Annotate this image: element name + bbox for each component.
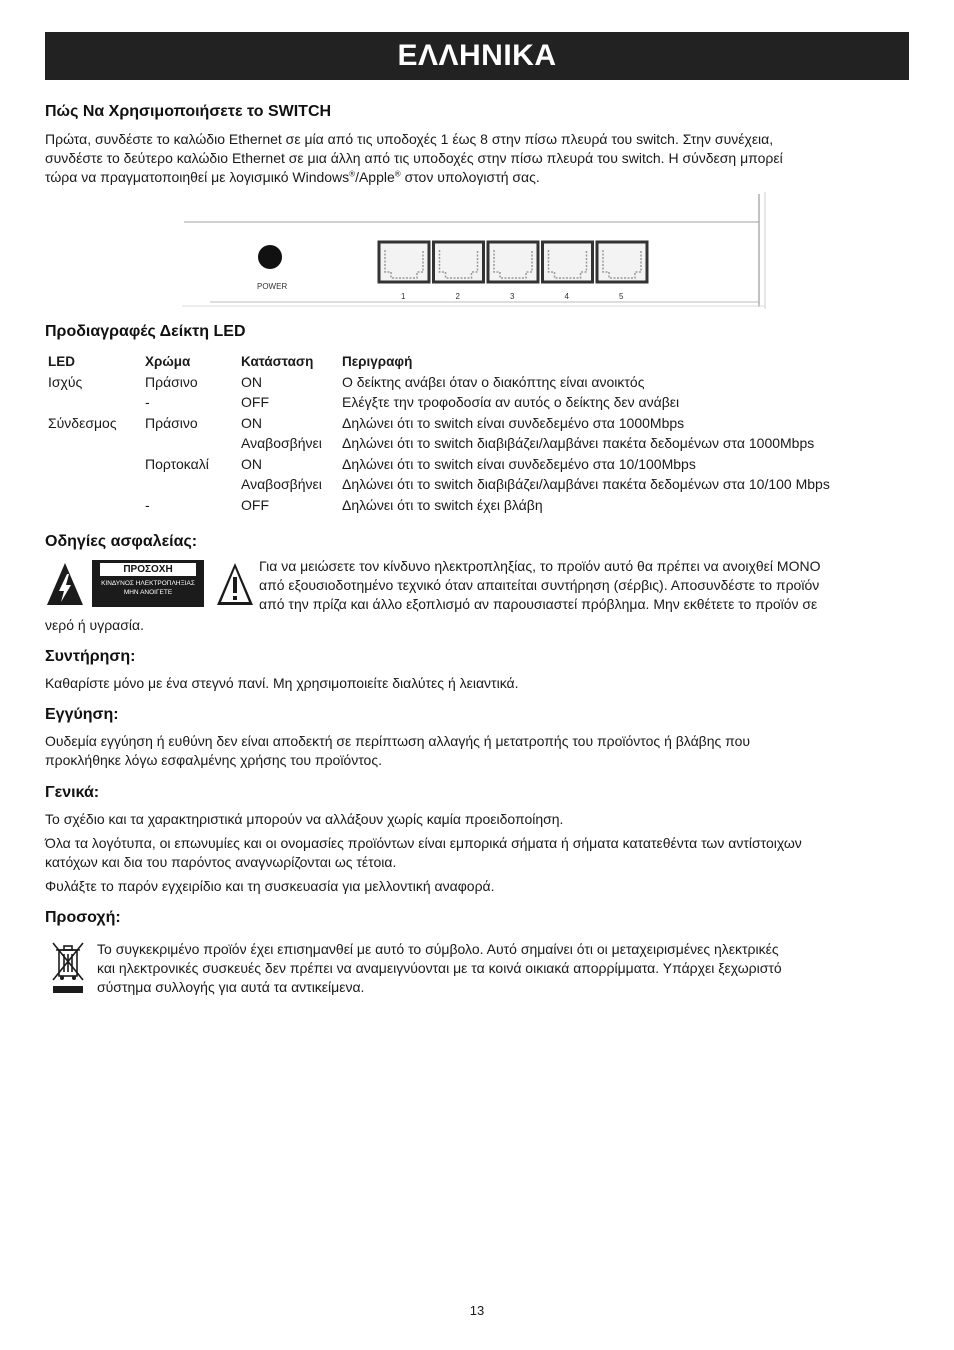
cell-description: Ο δείκτης ανάβει όταν ο διακόπτης είναι ανοικτός <box>342 373 645 390</box>
ethernet-port-icon <box>379 242 429 282</box>
table-row <box>45 474 833 495</box>
column-header-state: Κατάσταση <box>241 353 314 369</box>
general-paragraph-2 <box>45 834 909 872</box>
cell-state: ON <box>241 414 262 431</box>
caution-title: ΠΡΟΣΟΧΗ <box>100 563 196 576</box>
ethernet-port-icon <box>543 242 593 282</box>
general-heading: Γενικά: <box>45 784 100 801</box>
cell-color: Πράσινο <box>145 373 198 390</box>
cell-color: - <box>145 394 150 411</box>
power-label: POWER <box>257 282 288 291</box>
cell-description: Δηλώνει ότι το switch είναι συνδεδεμένο στα 10/100Mbps <box>342 455 696 472</box>
column-header-description: Περιγραφή <box>342 353 413 369</box>
cell-state: Αναβοσβήνει <box>241 435 322 452</box>
cell-led: Σύνδεσμος <box>48 414 117 431</box>
attention-paragraph <box>97 940 909 997</box>
power-button-icon <box>258 245 282 269</box>
page-number: 13 <box>469 1303 485 1318</box>
maintenance-heading: Συντήρηση: <box>45 648 136 665</box>
port-number-label: 3 <box>510 292 515 301</box>
caution-line-2: ΜΗΝ ΑΝΟΙΓΕΤΕ <box>123 589 173 596</box>
table-header-row <box>45 351 833 372</box>
cell-led <box>45 495 142 516</box>
caution-line-1: ΚΙΝΔΥΝΟΣ ΗΛΕΚΤΡΟΠΛΗΞΙΑΣ <box>101 580 195 587</box>
usage-line-2: συνδέστε το δεύτερο καλώδιο Ethernet σε μια άλλη από τις υποδοχές στην πίσω πλευρά του switch. Η σύνδεση μπορεί <box>45 150 783 166</box>
general-paragraph-3: Φυλάξτε το παρόν εγχειρίδιο και τη συσκευασία για μελλοντική αναφορά. <box>45 878 495 894</box>
general-paragraph-1: Το σχέδιο και τα χαρακτηριστικά μπορούν να αλλάξουν χωρίς καμία προειδοποίηση. <box>45 811 564 827</box>
safety-line-4: νερό ή υγρασία. <box>45 617 145 633</box>
cell-description: Ελέγξτε την τροφοδοσία αν αυτός ο δείκτης δεν ανάβει <box>342 394 680 411</box>
attention-line-3: σύστημα συλλογής για αυτά τα αντικείμενα. <box>97 979 365 995</box>
usage-heading: Πώς Να Χρησιμοποιήσετε το SWITCH <box>45 103 332 120</box>
cell-description: Δηλώνει ότι το switch είναι συνδεδεμένο στα 1000Mbps <box>342 414 685 431</box>
cell-state: ON <box>241 373 262 390</box>
caution-label <box>92 560 204 607</box>
weee-crossed-bin-icon <box>51 938 85 994</box>
table-row <box>45 392 833 413</box>
general-p2-line-2: κατόχων και δια του παρόντος αναγνωρίζονται ως τέτοια. <box>45 854 397 870</box>
cell-description: Δηλώνει ότι το switch διαβιβάζει/λαμβάνει πακέτα δεδομένων στα 1000Mbps <box>342 435 815 452</box>
cell-color: Πορτοκαλί <box>145 455 209 472</box>
cell-state: Αναβοσβήνει <box>241 476 322 493</box>
table-row <box>45 413 833 434</box>
safety-line-2: από εξουσιοδοτημένο τεχνικό όταν απαιτείται συντήρηση (σέρβις). Αποσυνδέστε το προϊόν <box>259 577 820 593</box>
cell-state: OFF <box>241 394 269 411</box>
cell-led <box>45 474 142 495</box>
port-number-label: 1 <box>401 292 406 301</box>
cell-description: Δηλώνει ότι το switch έχει βλάβη <box>342 496 543 513</box>
exclamation-warning-icon <box>215 560 255 608</box>
cell-color <box>142 433 238 454</box>
cell-led <box>45 454 142 475</box>
usage-line-3: τώρα να πραγματοποιηθεί με λογισμικό Windows®/Apple® στον υπολογιστή σας. <box>45 169 540 185</box>
safety-heading: Οδηγίες ασφαλείας: <box>45 533 198 550</box>
cell-led <box>45 433 142 454</box>
safety-paragraph <box>259 557 909 614</box>
general-p2-line-1: Όλα τα λογότυπα, οι επωνυμίες και οι ονομασίες προϊόντων είναι εμπορικά σήματα ή σήματα κατατεθέντα των αντίστοιχων <box>45 835 802 851</box>
port-number-label: 4 <box>564 292 569 301</box>
port-number-label: 2 <box>455 292 460 301</box>
electric-shock-warning-icon <box>45 560 85 608</box>
safety-line-3: από την πρίζα και άλλο εξοπλισμό αν παρουσιαστεί πρόβλημα. Μην εκθέτετε το προϊόν σε <box>259 596 818 612</box>
language-banner: ΕΛΛΗΝΙΚΑ <box>45 32 909 80</box>
led-spec-table <box>45 351 833 515</box>
attention-line-1: Το συγκεκριμένο προϊόν έχει επισημανθεί με αυτό το σύμβολο. Αυτό σημαίνει ότι οι μεταχειρισμένες ηλεκτρικές <box>97 941 779 957</box>
cell-description: Δηλώνει ότι το switch διαβιβάζει/λαμβάνει πακέτα δεδομένων στα 10/100 Mbps <box>342 476 830 493</box>
warranty-heading: Εγγύηση: <box>45 706 119 723</box>
cell-led: Ισχύς <box>48 373 83 390</box>
attention-line-2: και ηλεκτρονικές συσκευές δεν πρέπει να αναμειγνύονται με τα κοινά οικιακά απορρίμματα. Υπάρχει ξεχωριστό <box>97 960 782 976</box>
port-number-label: 5 <box>619 292 624 301</box>
column-header-color: Χρώμα <box>145 353 191 369</box>
cell-led <box>45 392 142 413</box>
ethernet-port-icon <box>488 242 538 282</box>
cell-color: Πράσινο <box>145 414 198 431</box>
warranty-line-1: Ουδεμία εγγύηση ή ευθύνη δεν είναι αποδεκτή σε περίπτωση αλλαγής ή μετατροπής του προϊόντος ή βλάβης που <box>45 733 751 749</box>
column-header-led: LED <box>48 353 75 369</box>
table-row <box>45 372 833 393</box>
cell-state: ON <box>241 455 262 472</box>
warranty-line-2: προκλήθηκε λόγω εσφαλμένης χρήσης του προϊόντος. <box>45 752 382 768</box>
cell-color: - <box>145 496 150 513</box>
table-row <box>45 433 833 454</box>
switch-rear-panel-image <box>182 192 767 309</box>
ethernet-port-icon <box>434 242 484 282</box>
warranty-paragraph <box>45 732 909 770</box>
table-row <box>45 454 833 475</box>
maintenance-text: Καθαρίστε μόνο με ένα στεγνό πανί. Μη χρησιμοποιείτε διαλύτες ή λειαντικά. <box>45 675 519 691</box>
table-row <box>45 495 833 516</box>
usage-paragraph <box>45 130 909 187</box>
led-spec-heading: Προδιαγραφές Δείκτη LED <box>45 323 246 340</box>
cell-color <box>142 474 238 495</box>
safety-line-1: Για να μειώσετε τον κίνδυνο ηλεκτροπληξίας, το προϊόν αυτό θα πρέπει να ανοιχθεί ΜΟΝΟ <box>259 558 821 574</box>
usage-line-1: Πρώτα, συνδέστε το καλώδιο Ethernet σε μία από τις υποδοχές 1 έως 8 στην πίσω πλευρά του switch. Στην συνέχεια, <box>45 131 774 147</box>
attention-heading: Προσοχή: <box>45 909 121 926</box>
cell-state: OFF <box>241 496 269 513</box>
ethernet-port-icon <box>597 242 647 282</box>
